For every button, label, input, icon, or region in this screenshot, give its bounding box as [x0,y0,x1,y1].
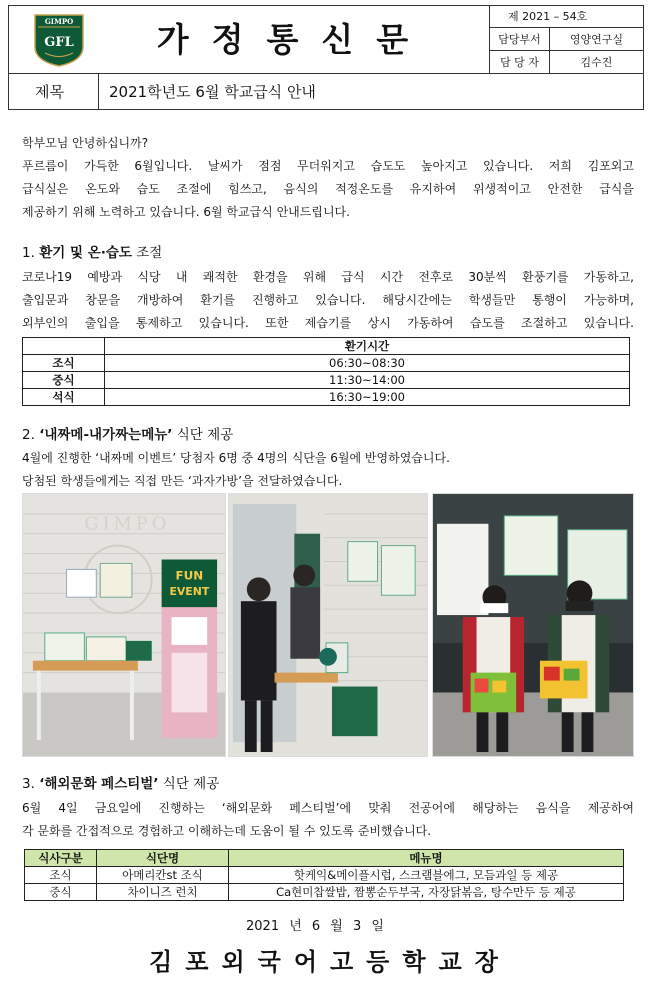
person-label: 담 당 자 [490,51,550,74]
document-header [8,5,644,110]
intro-line: 제공하기 위해 노력하고 있습니다. 6월 학교급식 안내드립니다. [22,205,350,219]
school-principal: 김포외국어고등학교장 [149,948,511,976]
issue-date: 2021 년 6 월 3 일 [246,919,384,934]
approval-box [490,6,643,74]
section3-line: 6월 4일 금요일에 진행하는 ‘해외문화 페스티벌’에 맞춰 전공어에 해당하는 음식을 제공하여 [22,801,634,815]
table-row: 석식 16:30~19:00 [23,389,630,406]
section1-title: 1. 환기 및 온·습도 조절 [22,245,163,261]
intro-line: 푸르름이 가득한 6월입니다. 날씨가 점점 무더워지고 습도도 높아지고 있습니다. 저희 김포외고 [22,159,634,173]
school-logo-icon [33,13,85,67]
section2-title: 2. ‘내짜메-내가짜는메뉴’ 식단 제공 [22,427,234,443]
students-entry-photo [228,493,428,757]
subject-label: 제목 [9,74,99,110]
winners-photo [432,493,634,757]
section1-line: 외부인의 출입을 통제하고 있습니다. 또한 제습기를 상시 가동하여 습도를 조절하고 있습니다. [22,316,634,330]
section1-line: 출입문과 창문을 개방하여 환기를 진행하고 있습니다. 해당시간에는 학생들만 통행이 가능하며, [22,293,634,307]
section1-line: 코로나19 예방과 식당 내 쾌적한 환경을 위해 급식 시간 전후로 30분씩 환풍기를 가동하고, [22,270,634,284]
greeting: 학부모님 안녕하십니까? [22,136,149,150]
intro-line: 급식실은 온도와 습도 조절에 힘쓰고, 음식의 적정온도를 유지하여 위생적이고 안전한 급식을 [22,182,634,196]
section2-line: 4월에 진행한 ‘내짜메 이벤트’ 당첨자 6명 중 4명의 식단을 6월에 반영하였습니다. [22,451,450,465]
section3-title: 3. ‘해외문화 페스티벌’ 식단 제공 [22,776,220,792]
festival-menu-table [24,849,624,901]
table-row: 중식 차이니즈 런치 Ca현미찹쌀밥, 짬뽕순두부국, 자장닭볶음, 탕수만두 등 제공 [25,884,624,901]
table-row: 조식 아메리칸st 조식 핫케익&메이플시럽, 스크램블에그, 모듬과일 등 제공 [25,867,624,884]
section2-line: 당첨된 학생들에게는 직접 만든 ‘과자가방’을 전달하였습니다. [22,474,343,488]
document-number: 제 2021 – 54호 [490,6,643,28]
logo-letters: GFL [44,35,74,50]
table-header-row [23,338,630,355]
dept-label: 담당부서 [490,28,550,51]
person-value: 김수진 [580,56,613,69]
subject-value: 2021학년도 6월 학교급식 안내 [109,83,316,101]
table-row: 조식 06:30~08:30 [23,355,630,372]
title-area [9,6,490,74]
event-booth-photo [22,493,226,757]
ventilation-table [22,337,630,406]
banner-fun: FUN [175,568,204,583]
banner-event: EVENT [169,585,210,599]
document-title: 가정통신문 [156,20,432,59]
table-header-row: 식사구분 식단명 메뉴명 [25,850,624,867]
table-row: 중식 11:30~14:00 [23,372,630,389]
wall-letters: GIMPO [84,513,171,535]
ventilation-header: 환기시간 [105,338,630,355]
dept-value: 영양연구실 [550,28,643,51]
logo-top-text: GIMPO [44,17,74,26]
event-photos [22,493,634,757]
section3-line: 각 문화를 간접적으로 경험하고 이해하는데 도움이 될 수 있도록 준비했습니다. [22,824,432,838]
